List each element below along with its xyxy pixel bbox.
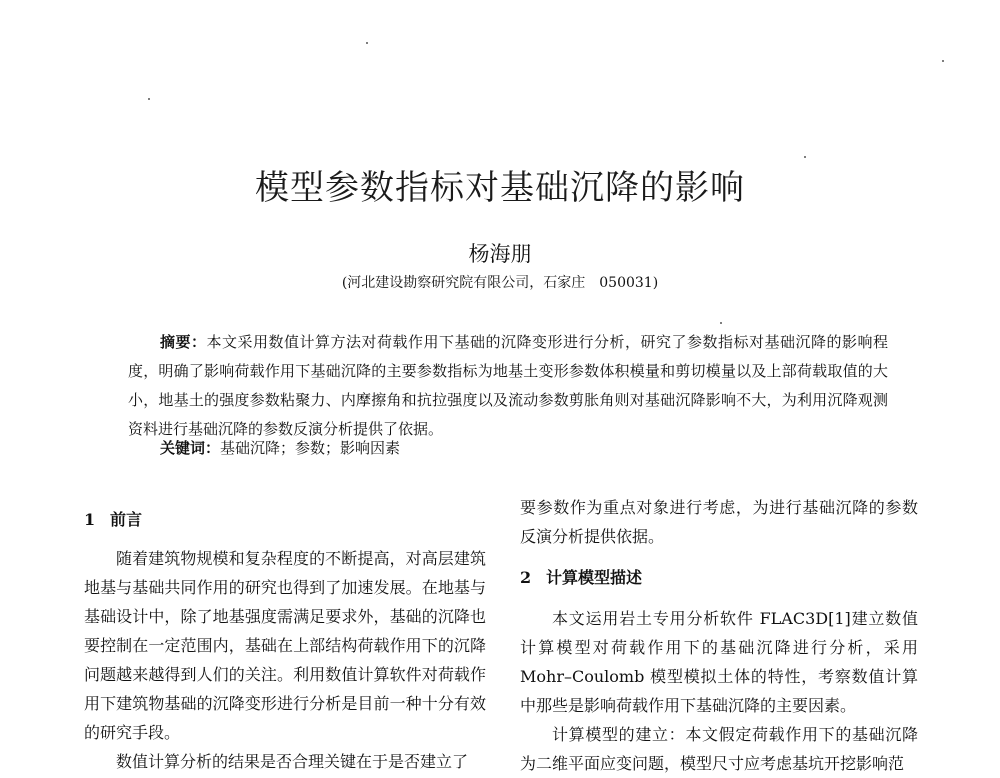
keywords-block	[160, 434, 880, 463]
scan-speck	[148, 98, 150, 100]
body-paragraph-continued: 要参数作为重点对象进行考虑，为进行基础沉降的参数反演分析提供依据。	[520, 498, 918, 546]
scan-speck	[942, 60, 944, 62]
right-column	[520, 493, 918, 778]
author-affiliation: (河北建设勘察研究院有限公司，石家庄 050031)	[341, 275, 659, 291]
section-number: 2	[520, 568, 532, 587]
section-title: 计算模型描述	[546, 568, 643, 587]
section-heading-2	[520, 563, 918, 592]
body-paragraph: 本文运用岩土专用分析软件 FLAC3D[1]建立数值计算模型对荷载作用下的基础沉降进行分析，采用 Mohr–Coulomb 模型模拟土体的特性，考察数值计算中那些是影响荷载作用下基础沉降的主要因素。	[520, 609, 918, 715]
body-paragraph: 数值计算分析的结果是否合理关键在于是否建立了	[116, 752, 469, 771]
paper-title: 模型参数指标对基础沉降的影响	[255, 168, 745, 208]
abstract-text: 本文采用数值计算方法对荷载作用下基础的沉降变形进行分析，研究了参数指标对基础沉降的影响程度，明确了影响荷载作用下基础沉降的主要参数指标为地基土变形参数体积模量和剪切模量以及上部荷载取值的大小，地基土的强度参数粘聚力、内摩擦角和抗拉强度以及流动参数剪胀角则对基础沉降影响不大，为利用沉降观测资料进行基础沉降的参数反演分析提供了依据。	[128, 333, 888, 438]
section-number: 1	[84, 510, 96, 529]
abstract-label: 摘要：	[160, 333, 207, 351]
scan-speck	[804, 156, 806, 158]
section-title: 前言	[110, 510, 143, 529]
scan-speck	[366, 42, 368, 44]
keywords-label: 关键词：	[160, 439, 221, 457]
body-paragraph: 随着建筑物规模和复杂程度的不断提高，对高层建筑地基与基础共同作用的研究也得到了加速发展。在地基与基础设计中，除了地基强度需满足要求外，基础的沉降也要控制在一定范围内，基础在上部结构荷载作用下的沉降问题越来越得到人们的关注。利用数值计算软件对荷载作用下建筑物基础的沉降变形进行分析是目前一种十分有效的研究手段。	[84, 549, 486, 742]
scan-speck	[720, 322, 722, 324]
keywords-text: 基础沉降；参数；影响因素	[220, 439, 401, 457]
left-column	[84, 505, 486, 776]
author-name: 杨海朋	[468, 242, 532, 266]
section-heading-1	[84, 505, 486, 534]
body-paragraph: 计算模型的建立：本文假定荷载作用下的基础沉降为二维平面应变问题，模型尺寸应考虑基坑开挖影响范	[520, 725, 918, 773]
abstract-block	[128, 328, 888, 444]
